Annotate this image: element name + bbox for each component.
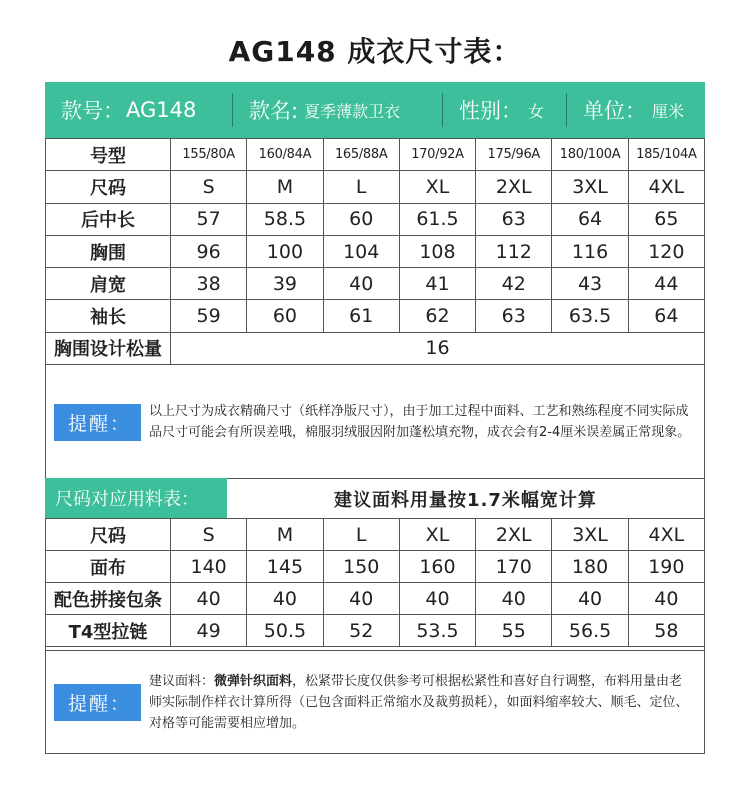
table-cell: 43 [552, 268, 628, 300]
table-cell: 165/88A [323, 139, 399, 171]
table-cell: 40 [399, 583, 475, 615]
table-cell: 58 [628, 615, 704, 647]
table-cell: 40 [552, 583, 628, 615]
table-cell: 116 [552, 235, 628, 267]
table-cell: 49 [171, 615, 247, 647]
table-cell: 160 [399, 551, 475, 583]
table-cell: 150 [323, 551, 399, 583]
table-cell: 100 [247, 235, 323, 267]
row-label: 后中长 [46, 203, 171, 235]
table-cell: 180 [552, 551, 628, 583]
table-cell: 61 [323, 300, 399, 332]
table-cell: 41 [399, 268, 475, 300]
table-row [46, 615, 705, 647]
table-cell: 65 [628, 203, 704, 235]
table-cell: S [171, 171, 247, 203]
fabric-section-title: 尺码对应用料表： [45, 478, 227, 518]
reminder-text-1: 以上尺寸为成衣精确尺寸（纸样净版尺寸），由于加工过程中面料、工艺和熟练程度不同实际成品尺寸可能会有所误差哦，棉服羽绒服因附加蓬松填充物，成衣会有2-4厘米误差属正常现象。 [149, 404, 691, 440]
unit-label: 单位： [583, 99, 646, 123]
row-label: 号型 [46, 139, 171, 171]
unit-cell [567, 93, 705, 127]
table-cell: 3XL [552, 171, 628, 203]
page-title: AG148 成衣尺寸表： [228, 35, 522, 68]
table-row [46, 268, 705, 300]
style-name-value: 夏季薄款卫衣 [304, 101, 401, 121]
table-cell: M [247, 519, 323, 551]
table-cell: 2XL [476, 519, 552, 551]
table-cell: 59 [171, 300, 247, 332]
table-cell: 40 [323, 583, 399, 615]
reminder-tag-1: 提醒： [54, 404, 141, 441]
ease-value: 16 [171, 332, 705, 364]
table-cell: 112 [476, 235, 552, 267]
table-cell: 63.5 [552, 300, 628, 332]
ease-label: 胸围设计松量 [46, 332, 171, 364]
table-cell: S [171, 519, 247, 551]
table-cell: XL [399, 519, 475, 551]
table-cell: 40 [628, 583, 704, 615]
table-cell: 104 [323, 235, 399, 267]
table-cell: 50.5 [247, 615, 323, 647]
fabric-section-bar [45, 478, 705, 518]
table-cell: 40 [323, 268, 399, 300]
fabric-suggestion-prefix: 建议面料： [149, 674, 215, 689]
size-table [45, 138, 705, 365]
table-cell: 170/92A [399, 139, 475, 171]
table-cell: 40 [476, 583, 552, 615]
table-cell: 3XL [552, 519, 628, 551]
reminder-text-2 [141, 671, 704, 734]
table-cell: 180/100A [552, 139, 628, 171]
table-cell: 60 [323, 203, 399, 235]
table-cell: 4XL [628, 519, 704, 551]
gender-value: 女 [528, 101, 545, 121]
table-cell: 60 [247, 300, 323, 332]
table-cell: 53.5 [399, 615, 475, 647]
reminder-box-2 [45, 650, 705, 754]
table-cell: 108 [399, 235, 475, 267]
table-cell: XL [399, 171, 475, 203]
style-number-label: 款号： [61, 99, 124, 123]
table-cell: 61.5 [399, 203, 475, 235]
table-cell: 145 [247, 551, 323, 583]
table-cell: 4XL [628, 171, 704, 203]
table-row [46, 300, 705, 332]
style-name-label: 款名: [249, 99, 299, 123]
table-cell: 55 [476, 615, 552, 647]
style-number-cell [45, 93, 233, 127]
table-cell: 140 [171, 551, 247, 583]
ease-row [46, 332, 705, 364]
reminder-box-1 [45, 372, 705, 472]
row-label: 面布 [46, 551, 171, 583]
table-cell: 38 [171, 268, 247, 300]
table-cell: M [247, 171, 323, 203]
style-name-cell [233, 93, 443, 127]
table-cell: 185/104A [628, 139, 704, 171]
row-label: 肩宽 [46, 268, 171, 300]
row-label: 胸围 [46, 235, 171, 267]
table-row [46, 235, 705, 267]
table-row [46, 139, 705, 171]
table-cell: 42 [476, 268, 552, 300]
table-cell: 175/96A [476, 139, 552, 171]
table-cell: 64 [552, 203, 628, 235]
row-label: 尺码 [46, 519, 171, 551]
table-cell: 63 [476, 300, 552, 332]
table-cell: 64 [628, 300, 704, 332]
table-cell: 40 [247, 583, 323, 615]
row-label: 尺码 [46, 171, 171, 203]
table-row [46, 583, 705, 615]
table-cell: 56.5 [552, 615, 628, 647]
gender-cell [443, 93, 567, 127]
table-cell: 2XL [476, 171, 552, 203]
table-cell: 190 [628, 551, 704, 583]
table-cell: 155/80A [171, 139, 247, 171]
table-row [46, 519, 705, 551]
table-cell: 58.5 [247, 203, 323, 235]
row-label: T4型拉链 [46, 615, 171, 647]
row-label: 袖长 [46, 300, 171, 332]
table-cell: 120 [628, 235, 704, 267]
fabric-suggestion-text: ，松紧带长度仅供参考可根据松紧性和喜好自行调整，布料用量由老师实际制作样衣计算所得（已包含面料正常缩水及裁剪损耗），如面料缩率较大、顺毛、定位、对格等可能需要相应增加。 [149, 674, 689, 731]
fabric-table [45, 518, 705, 647]
table-row [46, 551, 705, 583]
table-cell: 52 [323, 615, 399, 647]
table-cell: 62 [399, 300, 475, 332]
row-label: 配色拼接包条 [46, 583, 171, 615]
table-cell: L [323, 171, 399, 203]
table-cell: L [323, 519, 399, 551]
table-cell: 96 [171, 235, 247, 267]
table-cell: 39 [247, 268, 323, 300]
table-cell: 44 [628, 268, 704, 300]
table-cell: 63 [476, 203, 552, 235]
style-number-value: AG148 [126, 98, 197, 122]
reminder-tag-2: 提醒： [54, 684, 141, 721]
unit-value: 厘米 [652, 101, 685, 121]
table-cell: 160/84A [247, 139, 323, 171]
table-cell: 40 [171, 583, 247, 615]
table-row [46, 203, 705, 235]
table-cell: 57 [171, 203, 247, 235]
info-header-bar [45, 82, 705, 138]
gender-label: 性别： [459, 99, 522, 123]
fabric-width-suggestion: 建议面料用量按1.7米幅宽计算 [227, 478, 705, 518]
table-row [46, 171, 705, 203]
fabric-suggestion-highlight: 微弹针织面料 [214, 674, 293, 689]
table-cell: 170 [476, 551, 552, 583]
